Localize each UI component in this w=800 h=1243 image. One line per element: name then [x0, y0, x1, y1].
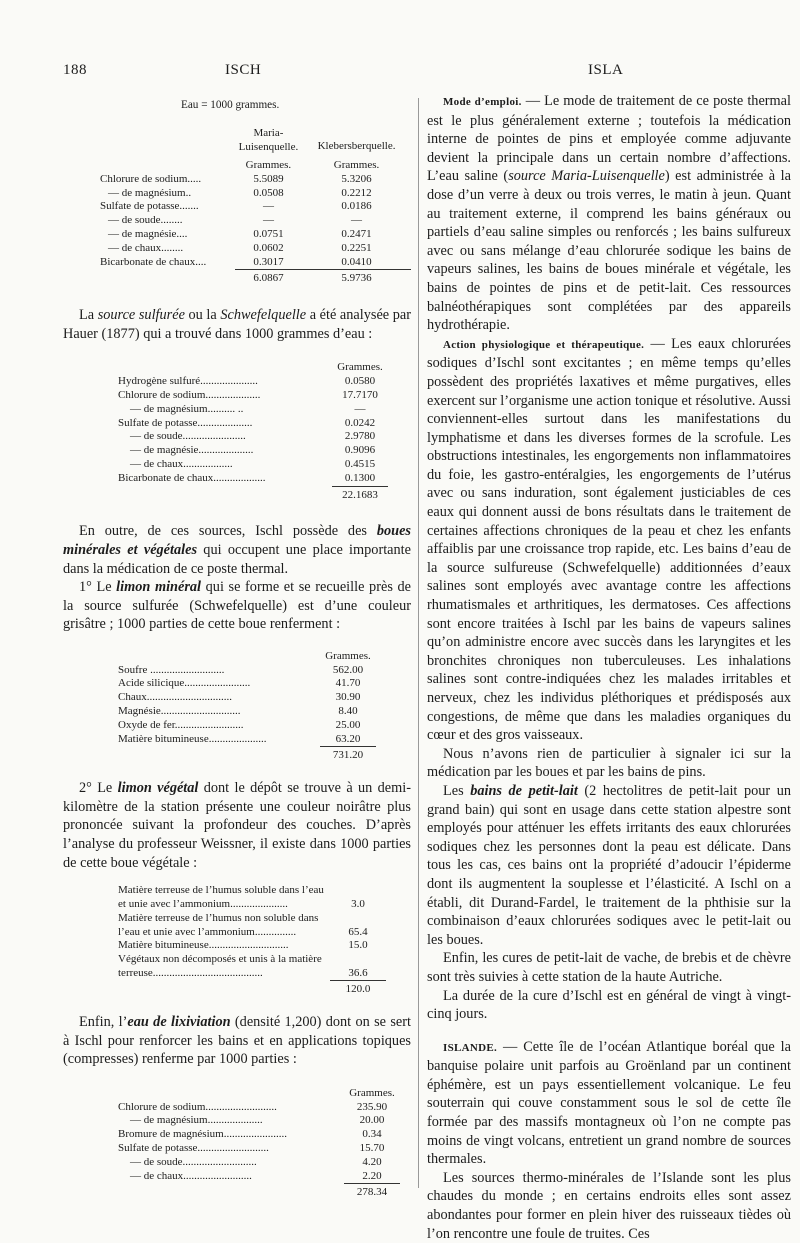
table-row: Oxyde de fer......................... 25.00 — [118, 718, 361, 731]
paragraph-boues: En outre, de ces sources, Ischl possède des boues minérales et végétales qui occupent une place importante dans la médication de ce poste thermal. — [63, 523, 411, 577]
table-row: Matière terreuse de l’humus soluble dans l’eau et unie avec l’ammonium..................... 3.0 — [118, 884, 365, 911]
t1-total-1: 6.0867 — [235, 270, 302, 286]
table-row: — de chaux.................. 0.4515 — [130, 457, 376, 470]
t3-total: 731.20 — [320, 747, 376, 763]
page-number: 188 — [63, 62, 87, 78]
table-row: Sulfate de potasse.................... 0.0242 — [118, 416, 376, 429]
table-row: Hydrogène sulfuré..................... 0.0580 — [118, 375, 376, 388]
paragraph-limon-vegetal: 2° Le limon végétal dont le dépôt se trouve à un demi-kilomètre de la station présente une couleur noirâtre plus prononcée suivant la profondeur des couches. D’après l’analyse du professeur Weissner, il existe dans 1000 parties de cette boue végétale : — [63, 780, 411, 871]
section-heading-action: Action physiologique et thérapeutique. — [443, 338, 645, 351]
t2-units: Grammes. — [337, 361, 383, 374]
t4-total: 120.0 — [330, 981, 386, 997]
t1-units-1: Grammes. — [245, 159, 292, 171]
table-row: Chlorure de sodium..... 5.5089 5.3206 — [100, 172, 372, 185]
analysis-table-3 — [118, 650, 376, 763]
table-row: Bromure de magnésium....................... 0.34 — [118, 1128, 382, 1141]
table-row: — de magnésie.... 0.0751 0.2471 — [108, 227, 372, 240]
table-row: Matière terreuse de l’humus non soluble dans l’eau et unie avec l’ammonium............... 65.4 — [118, 911, 368, 938]
table-row: Chaux............................... 30.90 — [118, 691, 361, 704]
analysis-table-4 — [118, 884, 386, 997]
water-quantity-label: Eau = 1000 grammes. — [181, 99, 280, 111]
running-head-right: ISLA — [588, 62, 624, 78]
table-row: — de magnésium.......... .. — — [130, 402, 366, 415]
t2-total: 22.1683 — [332, 486, 388, 502]
table-row: Végétaux non décomposés et unis à la matière terreuse........................................ 36.6 — [118, 953, 368, 980]
table-row: Matière bitumineuse............................. 15.0 — [118, 939, 368, 952]
table-row: Sulfate de potasse....... — 0.0186 — [100, 200, 372, 213]
table-row: — de chaux......................... 2.20 — [130, 1169, 382, 1182]
analysis-table-2 — [118, 361, 388, 502]
table-row: Chlorure de sodium.......................... 235.90 — [118, 1100, 388, 1113]
t1-units-2: Grammes. — [333, 159, 380, 171]
table-row: — de soude....................... 2.9780 — [130, 430, 376, 443]
table-row: Sulfate de potasse.......................... 15.70 — [118, 1142, 385, 1155]
table-total-row — [118, 747, 376, 763]
table-row: — de soude........ — — — [108, 214, 363, 227]
table-row: Bicarbonate de chaux................... 0.1300 — [118, 471, 376, 484]
table-total-row — [100, 270, 411, 286]
paragraph-action: Action physiologique et thérapeutique. — Les eaux chlorurées sodiques d’Ischl sont excitantes ; en même temps qu’elles possèdent des propriétés laxatives et même purgatives, elles exercent sur l’organisme une action tonique et résolutive. Aussi conviennent-elles surtout dans les manifestations du lymphatisme et dans les diverses formes de la scrofule. Les obstructions intestinales, les engorgements non inflammatoires du foie, les gastro-entéralgies, les engorgements de l’utérus avec ou sans induration, sont également justiciables de ces eaux qui donnent aussi de bons résultats dans le traitement de certaines affections chroniques de la peau et chez les enfants affaiblis par une croissance trop rapide, etc. Les bains d’eau de la source sulfureuse (Schwefelquelle) additionnées d’eaux salines sont employés avec avantage contre les affections rhumatismales et arthritiques, les dermatoses. Ces affections sont encore traitées à Ischl par les bains de vapeurs salines qu’on administre encore avec succès dans les laryngites et les bronchites chroniques non tuberculeuses. Les inhalations salines sont contre-indiquées chez les malades irritables et nerveux, chez les individus pléthoriques et prédisposés aux congestions, de même que dans les maladies organiques du cœur et des gros vaisseaux. — [427, 335, 791, 744]
table-total-row — [118, 981, 386, 997]
table-row: Matière bitumineuse..................... 63.20 — [118, 732, 361, 745]
table-row: Bicarbonate de chaux.... 0.3017 0.0410 — [100, 255, 372, 268]
paragraph-petit-lait: Les bains de petit-lait (2 hectolitres de petit-lait pour un grand bain) qui sont en usage dans cette station alpestre sont employés pour atténuer les effets irritants des eaux chlorurées sodiques chez les personnes dont la peau est délicate. Dans tous les cas, ces bains ont la propriété d’adoucir l’épiderme dont ils augmentent la souplesse et l’élasticité. A Ischl on a établi, dit Durand-Fardel, le traitement de la phthisie sur la combinaison d’eaux chlorurées sodiques avec le petit-lait ou les boues. — [427, 782, 792, 948]
paragraph-nous: Nous n’avons rien de particulier à signaler ici sur la médication par les boues et par les bains de pins. — [427, 745, 791, 781]
paragraph-lixiviation: Enfin, l’eau de lixiviation (densité 1,200) dont on se sert à Ischl pour renforcer les bains et en applications topiques (compresses) renferme par 1000 parties : — [63, 1014, 411, 1068]
table-row: Chlorure de sodium.................... 17.7170 — [118, 388, 378, 401]
paragraph-duree: La durée de la cure d’Ischl est en général de vingt à vingt-cinq jours. — [427, 987, 791, 1023]
table-row: — de magnésium.................... 20.00 — [130, 1114, 385, 1127]
paragraph-mode-emploi: Mode d’emploi. — Le mode de traitement de ce poste thermal est le plus généralement externe ; toutefois la médication interne de pointes de pins et employée comme adjuvante devient la principale dans un certain nombre d’affections. L’eau saline (source Maria-Luisenquelle) est administrée à la dose d’un verre à deux ou trois verres, le matin à jeun. Quant au traitement externe, il comprend les bains généraux ou partiels d’eau saline simples ou renforcés ; les bains sulfureux avec ou sans mélange d’eau chlorurée sodique les bains de vapeurs salines, les bains de boues minérale et végétale, les bains de pointes de pins et de petit-lait. Ces ressources balnéothérapiques sont complétées par des appareils hydrothérapie. — [427, 93, 791, 334]
table-row: — de magnésium.. 0.0508 0.2212 — [108, 186, 372, 199]
table-total-row — [118, 486, 388, 502]
table-row: Magnésie............................. 8.40 — [118, 705, 358, 718]
table-row: Acide silicique........................ 41.70 — [118, 677, 361, 690]
analysis-table-5 — [118, 1087, 400, 1200]
column-rule — [418, 98, 419, 1188]
running-head-left: ISCH — [225, 62, 262, 78]
t1-total-2: 5.9736 — [302, 270, 411, 286]
table-total-row — [118, 1184, 400, 1200]
t3-units: Grammes. — [325, 649, 371, 662]
section-heading-mode: Mode d’emploi. — [443, 96, 522, 108]
paragraph-source-sulfuree: La source sulfurée ou la Schwefelquelle a été analysée par Hauer (1877) qui a trouvé dans 1000 grammes d’eau : — [63, 307, 411, 342]
analysis-table-1 — [100, 120, 411, 286]
table-row: Soufre ........................... 562.00 — [118, 663, 364, 676]
table-row: — de chaux........ 0.0602 0.2251 — [108, 241, 372, 254]
t5-total: 278.34 — [344, 1184, 400, 1200]
paragraph-sources: Les sources thermo-minérales de l’Islande sont les plus chaudes du monde ; en certains endroits elles sont assez abondantes pour former en plein hiver des ruisseaux tièdes où l’on rencontre une foule de truites. Ces — [427, 1169, 791, 1242]
paragraph-limon-mineral: 1° Le limon minéral qui se forme et se recueille près de la source sulfurée (Schwefelquelle) est d’une couleur grisâtre ; 1000 parties de cette boue renferment : — [63, 579, 411, 633]
paragraph-islande: ISLANDE. — Cette île de l’océan Atlantique boréal que la banquise polaire unit parfois au Groënland par un continent éphémère, est un pays essentiellement volcanique. Le feu souterrain qui couve constamment sous le sol de cette île formée par des massifs montagneux où l’on ne compte pas moins de vingt volcans, entretient un grand nombre de sources thermales. — [427, 1038, 791, 1168]
left-column — [63, 92, 411, 1200]
t5-units: Grammes. — [349, 1086, 395, 1099]
entry-heading-islande: ISLANDE. — [443, 1041, 498, 1054]
t1-col2-header: Klebersberquelle. — [317, 140, 396, 153]
t1-col1-header: Maria-Luisenquelle. — [238, 127, 299, 153]
table-row: — de magnésie.................... 0.9096 — [130, 444, 376, 457]
paragraph-enfin: Enfin, les cures de petit-lait de vache, de brebis et de chèvre sont très suivies à cette station de la haute Autriche. — [427, 950, 791, 985]
table-row: — de soude........................... 4.20 — [130, 1155, 382, 1168]
right-column — [427, 92, 791, 1243]
